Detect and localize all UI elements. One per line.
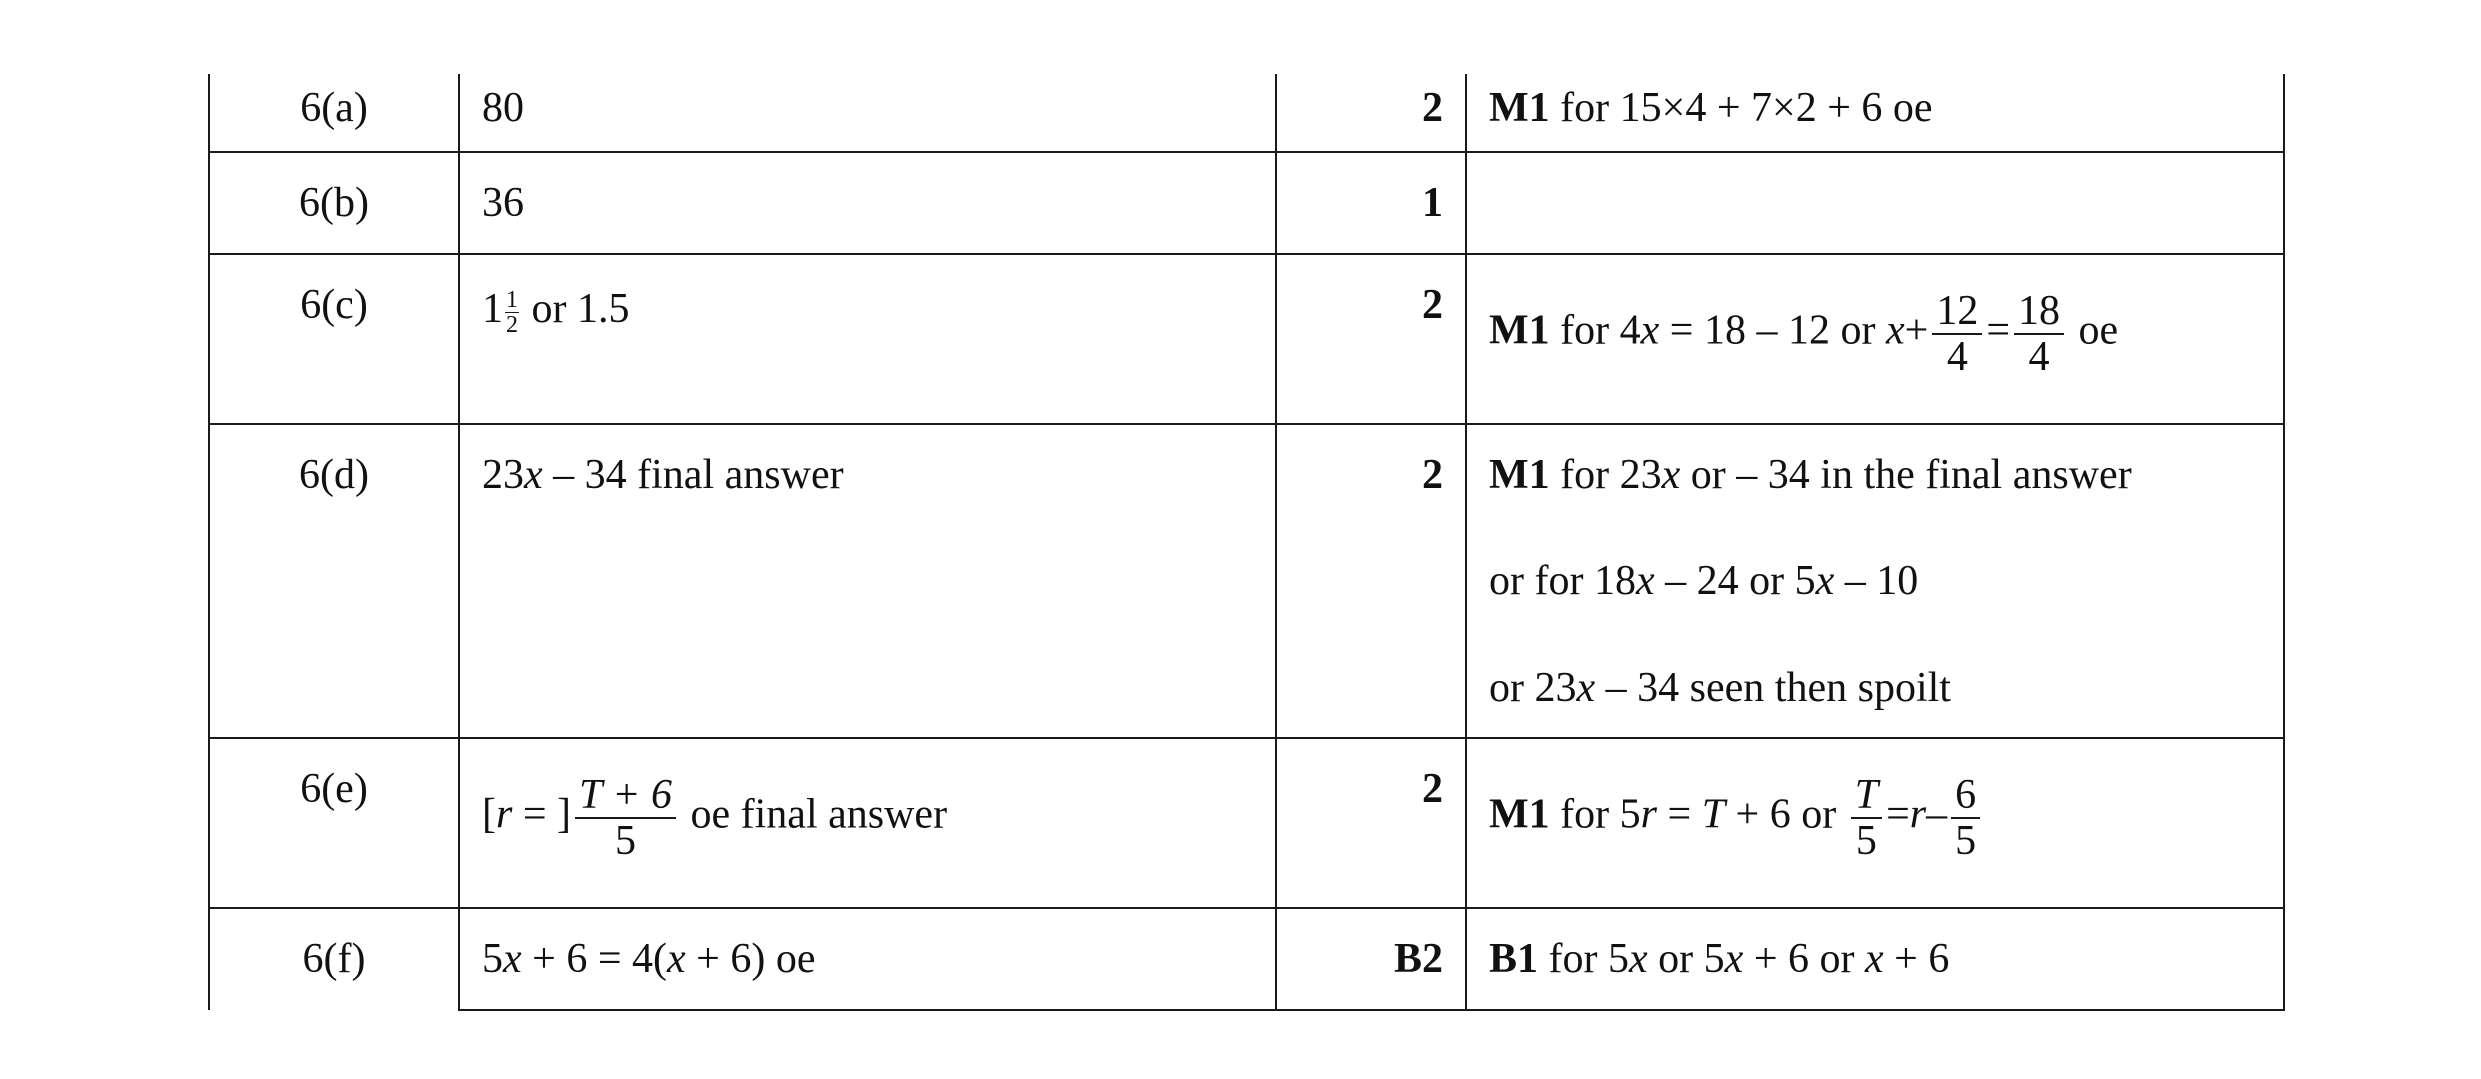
table-row [209,74,2284,152]
table-row [209,152,2284,254]
fraction: $\frac{12}{4}$ [1932,289,1982,379]
fraction: $\frac{T}{5}$ [1851,773,1882,863]
guidance-cell [1466,152,2284,254]
table-row [209,424,2284,738]
question-cell: 6(c) [209,254,459,424]
marks-cell: B2 [1276,908,1466,1010]
mark-scheme-table [208,74,2285,1011]
marks-cell: 2 [1276,254,1466,424]
marks-cell: 2 [1276,738,1466,908]
question-cell: 6(d) [209,424,459,738]
mixed-fraction: $\frac{1}{2}$ [506,286,518,338]
table-row [209,254,2284,424]
answer-cell: 80 [459,74,1276,152]
guidance-cell: M1 for 23x or – 34 in the final answer or for 18x – 24 or 5x – 10 or 23x – 34 seen then spoilt [1466,424,2284,738]
fraction: $\frac{6}{5}$ [1951,773,1980,863]
table-row [209,908,2284,1010]
marks-cell: 1 [1276,152,1466,254]
answer-cell: 5x + 6 = 4(x + 6) oe [459,908,1276,1010]
marks-cell: 2 [1276,74,1466,152]
question-cell: 6(f) [209,908,459,1010]
marks-cell: 2 [1276,424,1466,738]
table-row [209,738,2284,908]
guidance-cell: M1 for 15×4 + 7×2 + 6 oe [1466,74,2284,152]
question-cell: 6(b) [209,152,459,254]
fraction: $\frac{18}{4}$ [2014,289,2064,379]
question-cell: 6(e) [209,738,459,908]
guidance-cell: M1 for 5r = T + 6 or $\frac{T}{5}$ =r– $\frac{6}{5}$ [1466,738,2284,908]
answer-cell: 36 [459,152,1276,254]
guidance-cell: B1 for 5x or 5x + 6 or x + 6 [1466,908,2284,1010]
fraction: $\frac{T + 6}{5}$ [575,773,676,863]
answer-cell: [r = ] $\frac{T + 6}{5}$ oe final answer [459,738,1276,908]
guidance-cell: M1 for 4x = 18 – 12 or x+ $\frac{12}{4}$ = $\frac{18}{4}$ oe [1466,254,2284,424]
question-cell: 6(a) [209,74,459,152]
answer-cell: 23x – 34 final answer [459,424,1276,738]
answer-cell: 1 $\frac{1}{2}$ or 1.5 [459,254,1276,424]
